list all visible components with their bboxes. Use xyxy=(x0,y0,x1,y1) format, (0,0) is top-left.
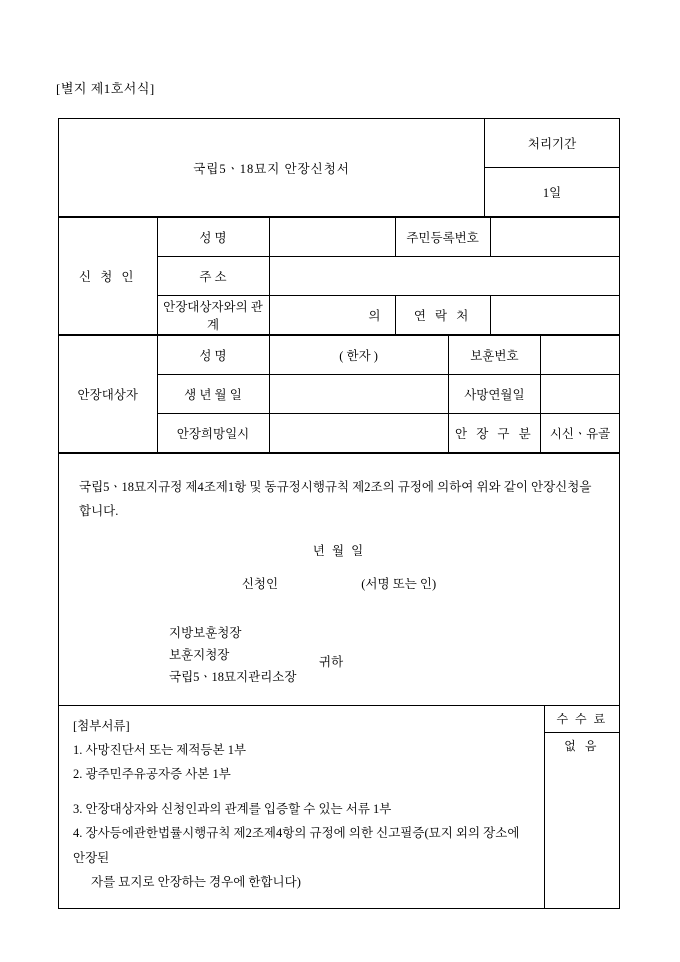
attachment-item-4: 4. 장사등에관한법률시행규칙 제2조제4항의 규정에 의한 신고필증(묘지 외의 장소에 안장된 xyxy=(73,826,520,865)
addressee-block xyxy=(79,623,599,689)
applicant-contact-value[interactable] xyxy=(490,296,619,335)
addressee-item-2: 보훈지청장 xyxy=(169,647,230,662)
attachment-item-3: 3. 안장대상자와 신청인과의 관계를 입증할 수 있는 서류 1부 xyxy=(73,801,392,816)
processing-period-label: 처리기간 xyxy=(485,119,619,168)
attachment-item-4-continued: 자를 묘지로 안장하는 경우에 한합니다) xyxy=(91,874,301,889)
statement-paragraph: 국립5ㆍ18묘지규정 제4조제1항 및 동규정시행규칙 제2조의 규정에 의하여 위와 같이 안장신청을 합니다. xyxy=(79,480,592,518)
subject-name-value[interactable]: ( 한자 ) xyxy=(269,336,448,375)
statement-section xyxy=(59,453,619,705)
fee-label: 수 수 료 xyxy=(545,706,619,733)
attachments-heading: [첨부서류] xyxy=(73,718,130,733)
addressee-suffix: 귀하 xyxy=(319,655,344,669)
application-form xyxy=(58,118,620,909)
attachments-spacer xyxy=(73,787,530,797)
attachments-section xyxy=(59,705,619,909)
subject-name-label: 성 명 xyxy=(157,336,269,375)
signature-line xyxy=(79,573,599,597)
applicant-address-label: 주 소 xyxy=(157,257,269,296)
document-title: 국립5ㆍ18묘지 안장신청서 xyxy=(59,119,485,217)
applicant-relation-value[interactable]: 의 xyxy=(269,296,395,335)
applicant-name-label: 성 명 xyxy=(157,218,269,257)
applicant-address-value[interactable] xyxy=(269,257,619,296)
subject-merit-no-label: 보훈번호 xyxy=(448,336,540,375)
applicant-name-value[interactable] xyxy=(269,218,395,257)
subject-hope-date-value[interactable] xyxy=(269,414,448,453)
signature-note: (서명 또는 인) xyxy=(361,577,437,592)
subject-section-label: 안장대상자 xyxy=(59,336,157,453)
subject-merit-no-value[interactable] xyxy=(541,336,619,375)
processing-period-value: 1일 xyxy=(485,168,619,217)
date-line: 년 월 일 xyxy=(312,543,366,558)
subject-burial-type-label: 안 장 구 분 xyxy=(448,414,540,453)
applicant-table xyxy=(59,217,619,335)
fee-value: 없 음 xyxy=(564,738,600,753)
applicant-section-label: 신 청 인 xyxy=(59,218,157,335)
applicant-relation-label: 안장대상자와의 관계 xyxy=(157,296,269,335)
form-number-label: [별지 제1호서식] xyxy=(56,81,155,96)
subject-hope-date-label: 안장희망일시 xyxy=(157,414,269,453)
addressee-item-1: 지방보훈청장 xyxy=(169,626,242,640)
subject-death-label: 사망연월일 xyxy=(448,375,540,414)
fee-box xyxy=(544,706,619,909)
subject-table xyxy=(59,335,619,453)
applicant-resident-id-value[interactable] xyxy=(490,218,619,257)
signature-applicant-label: 신청인 xyxy=(241,577,279,592)
subject-death-value[interactable] xyxy=(541,375,619,414)
attachments-list xyxy=(59,706,544,909)
addressee-item-3: 국립5ㆍ18묘지관리소장 xyxy=(169,669,297,684)
subject-burial-type-value: 시신ㆍ유골 xyxy=(541,414,619,453)
attachment-item-2: 2. 광주민주유공자증 사본 1부 xyxy=(73,767,231,782)
applicant-contact-label: 연 락 처 xyxy=(395,296,490,335)
title-table xyxy=(59,119,619,217)
subject-birth-value[interactable] xyxy=(269,375,448,414)
attachment-item-1: 1. 사망진단서 또는 제적등본 1부 xyxy=(73,743,247,757)
applicant-resident-id-label: 주민등록번호 xyxy=(395,218,490,257)
subject-birth-label: 생 년 월 일 xyxy=(157,375,269,414)
